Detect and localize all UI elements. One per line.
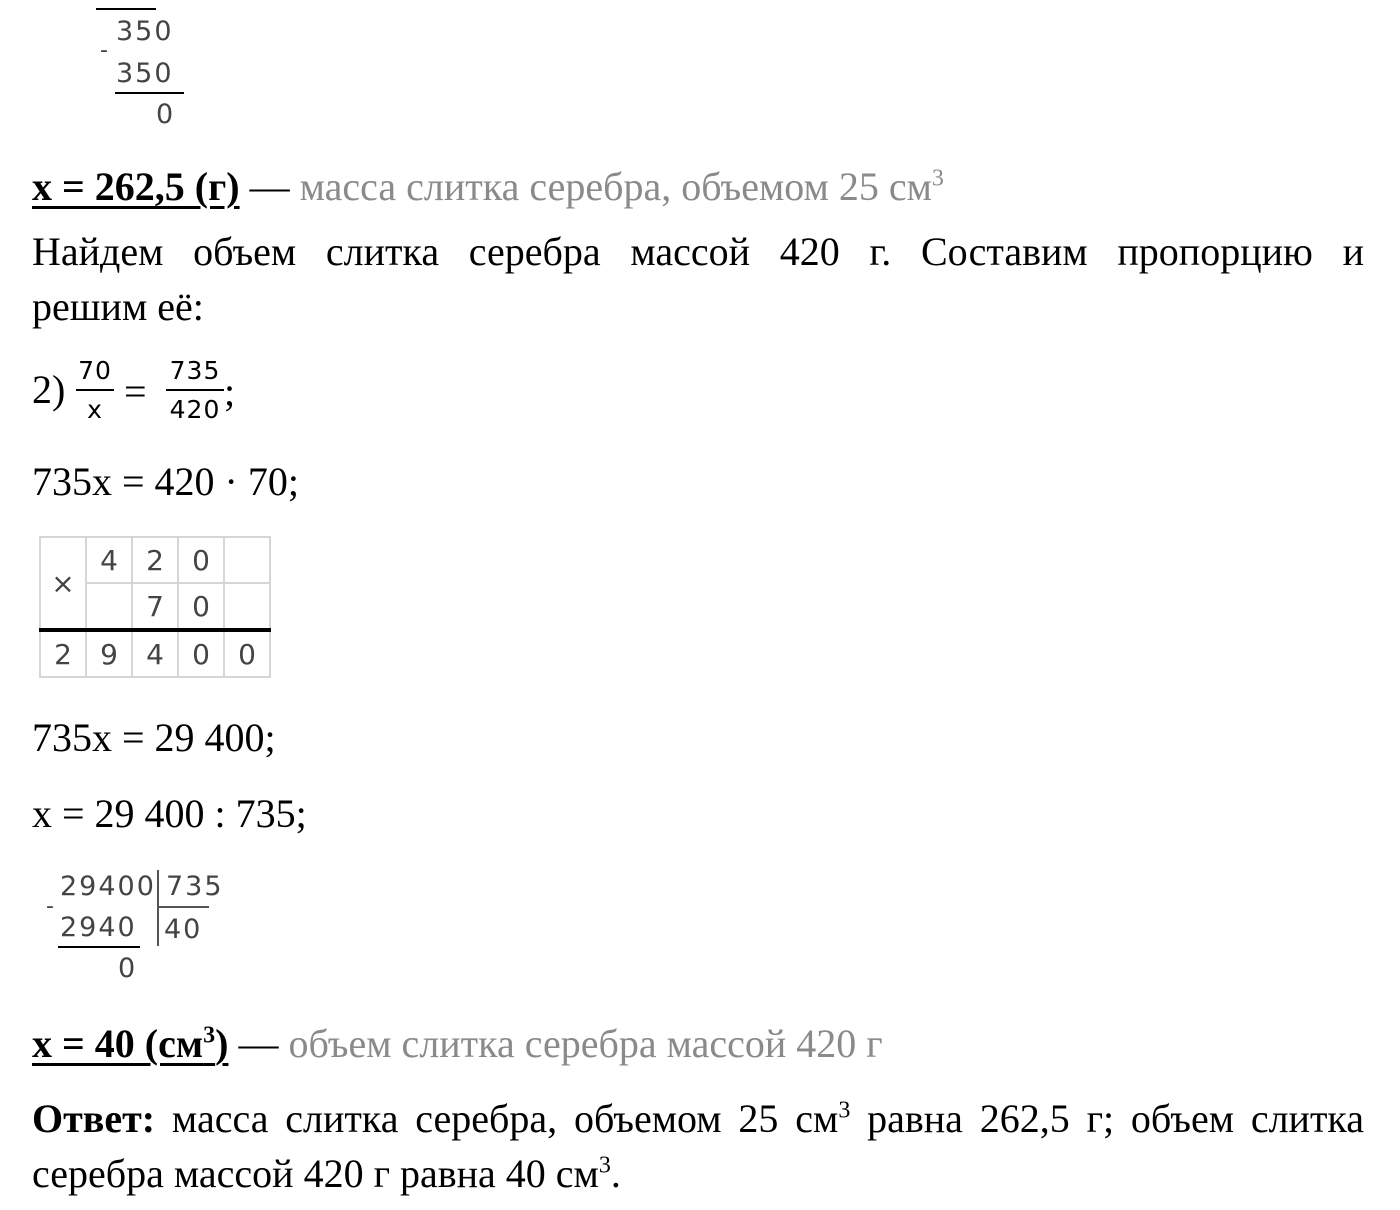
fraction-right xyxy=(166,358,224,422)
division-top-rule-2 xyxy=(115,92,184,94)
result-mass-sup: 3 xyxy=(931,165,944,192)
proportion-end: ; xyxy=(224,369,236,414)
grid-result-cell: 0 xyxy=(224,630,270,677)
fraction-right-numerator: 735 xyxy=(169,356,221,385)
grid-result-cell: 9 xyxy=(86,630,132,677)
grid-cell: 7 xyxy=(132,583,178,630)
result-mass xyxy=(32,164,944,209)
grid-cell xyxy=(224,583,270,630)
result-volume-equation-close: ) xyxy=(215,1021,229,1066)
division-divisor-rule xyxy=(157,906,209,908)
equation-2: 735x = 29 400; xyxy=(32,715,276,760)
result-mass-equation: x = 262,5 (г) xyxy=(32,164,240,209)
answer-line-2 xyxy=(32,1151,621,1196)
fraction-left-numerator: 70 xyxy=(78,356,112,385)
division-top-rule xyxy=(96,8,156,10)
multiplication-sign: × xyxy=(40,537,86,630)
result-volume-equation-main: x = 40 (см xyxy=(32,1021,204,1066)
answer-text-4: . xyxy=(610,1151,621,1196)
answer-sup-1: 3 xyxy=(838,1097,851,1124)
division-minus: - xyxy=(46,894,56,919)
division-divisor: 735 xyxy=(166,871,224,902)
result-volume-equation xyxy=(32,1021,228,1066)
grid-result-cell: 4 xyxy=(132,630,178,677)
grid-cell: 0 xyxy=(178,583,224,630)
paragraph-line-1: Найдем объем слитка серебра массой 420 г. Составим пропорцию и xyxy=(32,229,1364,274)
grid-cell xyxy=(86,583,132,630)
grid-cell: 2 xyxy=(132,537,178,583)
division-subtrahend-rule xyxy=(58,946,140,948)
grid-cell: 4 xyxy=(86,537,132,583)
equation-3: x = 29 400 : 735; xyxy=(32,791,307,836)
proportion-label: 2) xyxy=(32,367,66,412)
result-mass-description: масса слитка серебра, объемом 25 см xyxy=(299,164,932,209)
answer-line-1 xyxy=(32,1096,1365,1141)
grid-cell: 0 xyxy=(178,537,224,583)
answer-text-1: масса слитка серебра, объемом 25 см xyxy=(155,1096,839,1141)
answer-text-2: равна 262,5 г; объем слитка xyxy=(850,1096,1365,1141)
equation-1: 735x = 420 · 70; xyxy=(32,459,299,504)
result-volume-dash: — xyxy=(238,1021,279,1066)
division-top-minuend: 350 xyxy=(116,16,174,47)
result-volume-equation-sup: 3 xyxy=(203,1022,216,1049)
division-vertical-rule xyxy=(157,870,159,946)
grid-result-cell: 0 xyxy=(178,630,224,677)
division-subtrahend: 2940 xyxy=(60,912,137,943)
answer-sup-2: 3 xyxy=(598,1152,611,1179)
division-top-minus: - xyxy=(100,38,110,63)
result-volume-description: объем слитка серебра массой 420 г xyxy=(288,1021,883,1066)
division-top-subtrahend: 350 xyxy=(116,58,174,89)
multiplication-grid xyxy=(39,536,271,678)
grid-cell xyxy=(224,537,270,583)
result-mass-dash: — xyxy=(249,164,290,209)
fraction-left-denominator: x xyxy=(87,395,103,424)
answer-label: Ответ: xyxy=(32,1096,156,1141)
paragraph-line-2: решим её: xyxy=(32,284,204,329)
fraction-left xyxy=(76,358,114,422)
division-quotient: 40 xyxy=(164,914,203,945)
fraction-right-denominator: 420 xyxy=(169,395,221,424)
grid-result-cell: 2 xyxy=(40,630,86,677)
answer-text-3: серебра массой 420 г равна 40 см xyxy=(32,1151,599,1196)
division-remainder: 0 xyxy=(118,953,138,984)
proportion-equals: = xyxy=(124,369,147,414)
result-volume xyxy=(32,1021,883,1066)
division-top-remainder: 0 xyxy=(156,99,176,130)
division-dividend: 29400 xyxy=(60,871,156,902)
